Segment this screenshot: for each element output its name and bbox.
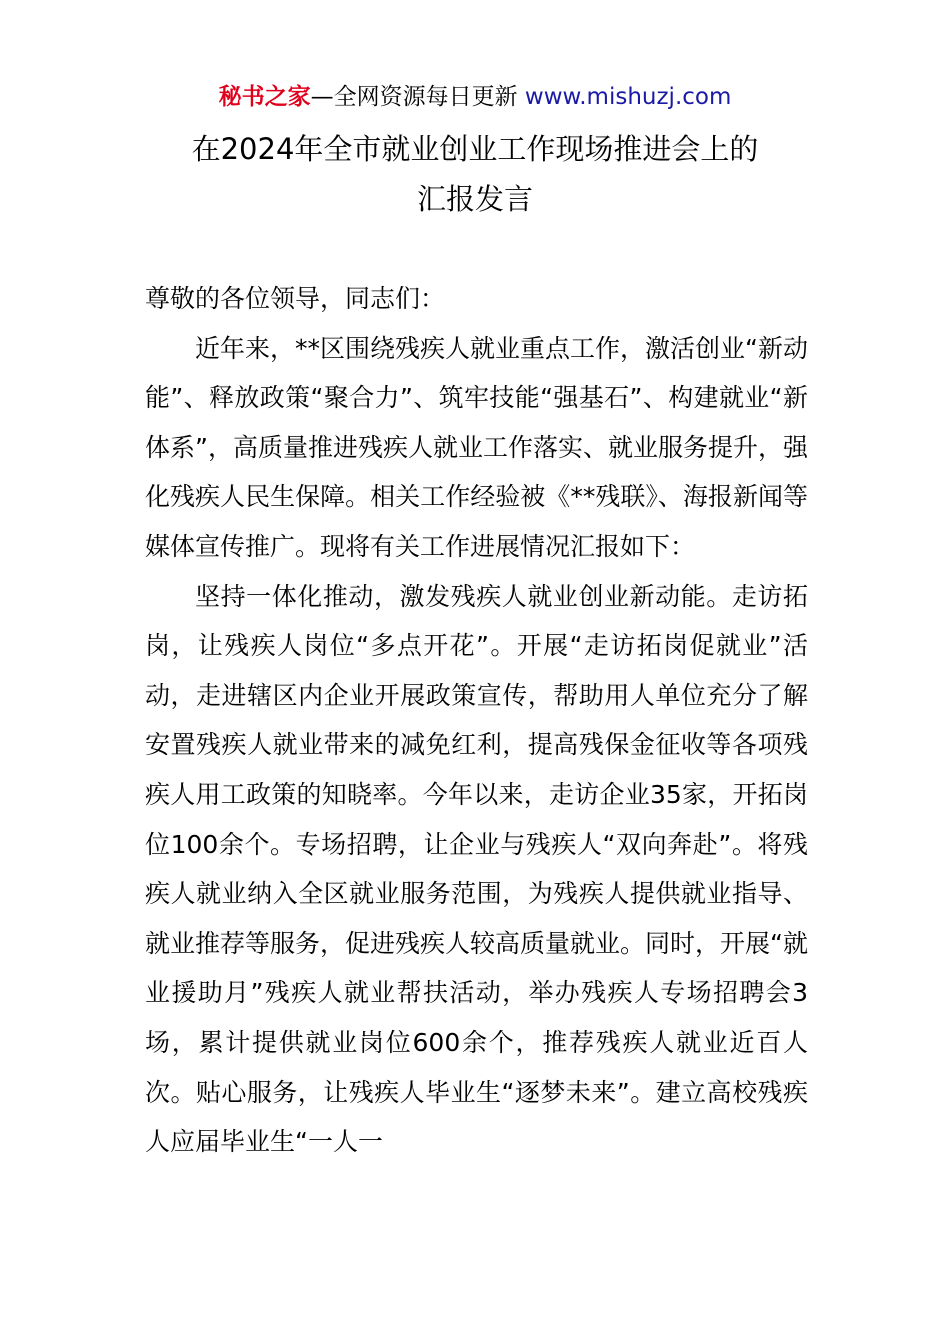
paragraph-intro: 近年来，**区围绕残疾人就业重点工作，激活创业“新动能”、释放政策“聚合力”、筑牢技能“强基石”、构建就业“新体系”，高质量推进残疾人就业工作落实、就业服务提升，强化残疾人民生保障。相关工作经验被《**残联》、海报新闻等媒体宣传推广。现将有关工作进展情况汇报如下： [145, 333, 808, 561]
site-url-link[interactable]: www.mishuzj.com [524, 84, 732, 110]
site-tagline: —全网资源每日更新 [310, 84, 518, 110]
document-title [0, 124, 950, 224]
title-line-1: 在2024年全市就业创业工作现场推进会上的 [191, 132, 759, 166]
paragraph-section-1: 坚持一体化推动，激发残疾人就业创业新动能。走访拓岗，让残疾人岗位“多点开花”。开展“走访拓岗促就业”活动，走进辖区内企业开展政策宣传，帮助用人单位充分了解安置残疾人就业带来的减免红利，提高残保金征收等各项残疾人用工政策的知晓率。今年以来，走访企业35家，开拓岗位100余个。专场招聘，让企业与残疾人“双向奔赴”。将残疾人就业纳入全区就业服务范围，为残疾人提供就业指导、就业推荐等服务，促进残疾人较高质量就业。同时，开展“就业援助月”残疾人就业帮扶活动，举办残疾人专场招聘会3场，累计提供就业岗位600余个，推荐残疾人就业近百人次。贴心服务，让残疾人毕业生“逐梦未来”。建立高校残疾人应届毕业生“一人一 [145, 581, 808, 1157]
salutation: 尊敬的各位领导，同志们： [145, 284, 446, 313]
document-body [145, 274, 808, 1167]
title-line-2: 汇报发言 [416, 182, 533, 216]
site-header [0, 80, 950, 114]
site-brand: 秘书之家 [218, 84, 311, 110]
